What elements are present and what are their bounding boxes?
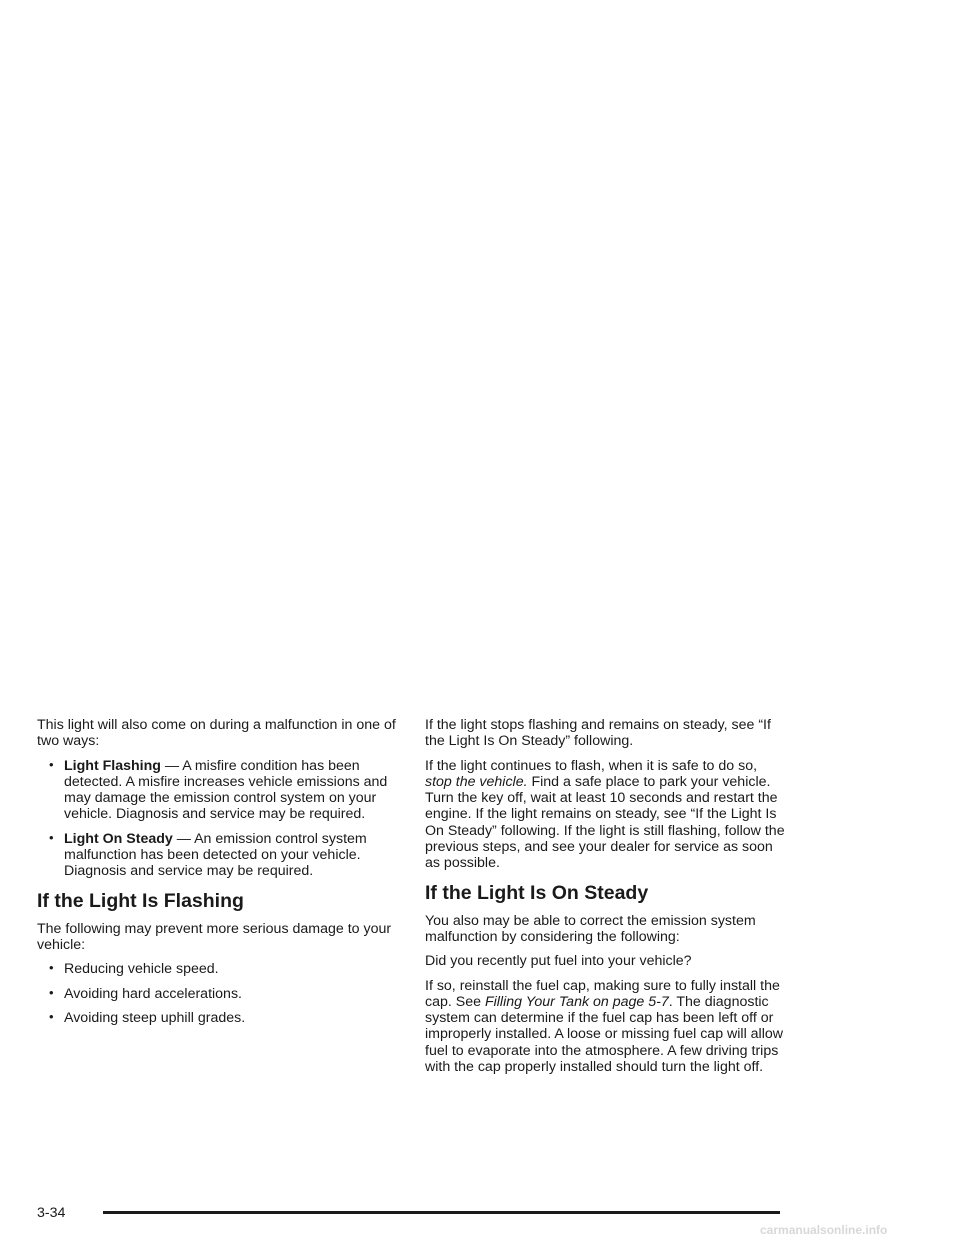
emphasis-stop-vehicle: stop the vehicle.	[425, 773, 528, 790]
mode-desc: — A misfire condition has been detected. A misfire increases vehicle emissions and may damage the emission control system on your vehicle. Diagnosis and service may be required.	[64, 757, 388, 823]
flashing-intro-paragraph: The following may prevent more serious damage to your vehicle:	[37, 920, 392, 953]
left-column	[37, 717, 397, 1034]
steady-intro-paragraph: You also may be able to correct the emission system malfunction by considering the following:	[425, 912, 756, 945]
watermark: carmanualsonline.info	[760, 1223, 888, 1237]
bullet-icon: •	[49, 1008, 54, 1024]
intro-paragraph: This light will also come on during a malfunction in one of two ways:	[37, 717, 396, 750]
heading-light-on-steady: If the Light Is On Steady	[425, 881, 649, 904]
list-item: • Avoiding steep uphill grades.	[49, 1008, 246, 1026]
list-item: • Avoiding hard accelerations.	[49, 984, 242, 1002]
bullet-icon: •	[49, 756, 54, 772]
right-column	[425, 717, 785, 1083]
mode-term: Light Flashing	[64, 757, 161, 774]
fuel-cap-paragraph: If so, reinstall the fuel cap, making sure to fully install the cap. See Filling Your Tank on page 5-7. The diagnostic system can determine if the fuel cap has been left off or improperly installed. A loose or missing fuel cap will allow fuel to evaporate into the atmosphere. A few driving trips with the cap properly installed should turn the light off.	[425, 977, 783, 1076]
list-item	[37, 758, 397, 823]
fuel-question-paragraph: Did you recently put fuel into your vehicle?	[425, 953, 692, 970]
bullet-icon: •	[49, 984, 54, 1000]
bullet-icon: •	[49, 960, 54, 976]
list-item	[37, 831, 397, 880]
cross-reference-link[interactable]: Filling Your Tank on page 5-7	[484, 993, 669, 1010]
mode-term: Light On Steady	[64, 830, 173, 847]
bullet-icon: •	[49, 829, 54, 845]
malfunction-modes-list	[37, 758, 397, 880]
stops-flashing-paragraph: If the light stops flashing and remains on steady, see “If the Light Is On Steady” following.	[425, 717, 771, 750]
list-item: • Reducing vehicle speed.	[49, 960, 219, 978]
footer-rule	[103, 1211, 780, 1214]
continues-flashing-paragraph: If the light continues to flash, when it is safe to do so, stop the vehicle. Find a safe place to park your vehicle. Turn the key off, wait at least 10 seconds and restart the engine. If the light remains on steady, see “If the Light Is On Steady” following. If the light is still flashing, follow the previous steps, and see your dealer for service as soon as possible.	[425, 757, 785, 872]
flashing-actions-list	[37, 961, 397, 1026]
mode-desc: — An emission control system malfunction has been detected on your vehicle. Diagnosis and service may be required.	[64, 830, 367, 880]
page-number: 3-34	[37, 1205, 66, 1221]
heading-light-flashing: If the Light Is Flashing	[37, 889, 244, 912]
